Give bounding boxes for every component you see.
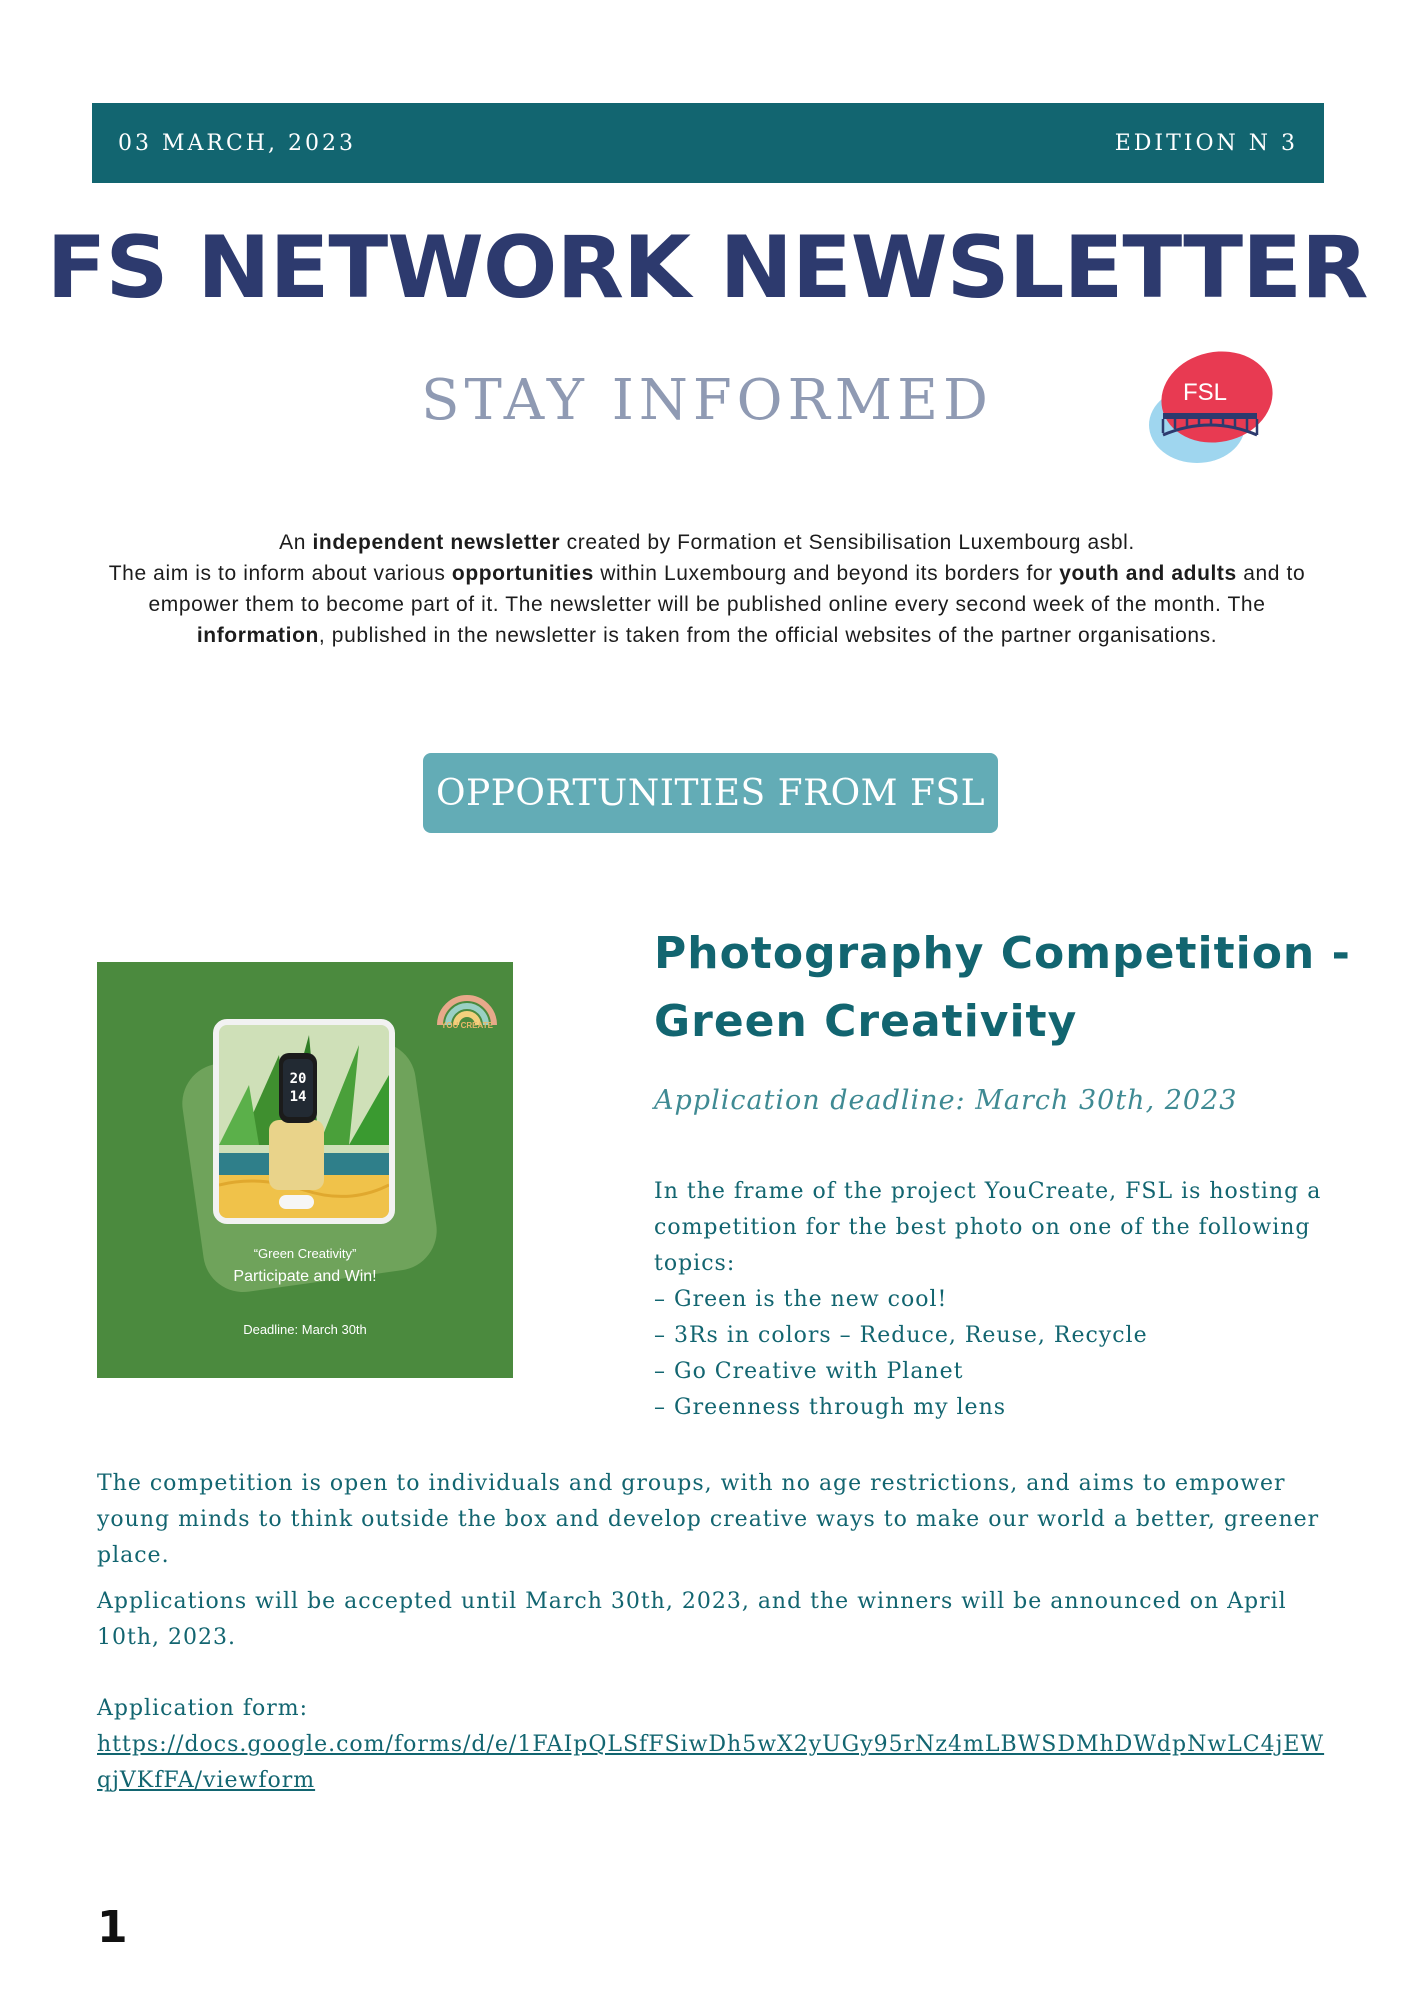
- promo-caption-main: Participate and Win!: [233, 1268, 377, 1285]
- competition-promo-image: [97, 962, 513, 1378]
- topic-item: – 3Rs in colors – Reduce, Reuse, Recycle: [654, 1323, 1148, 1348]
- header-bar: [92, 103, 1324, 183]
- intro-paragraph: The aim is to inform about various opportunities within Luxembourg and beyond its borders for youth and adults and to empower them to become part of it. The newsletter will be published online every second week of the month. The information, published in the newsletter is taken from the official websites of the partner organisations.: [108, 562, 1306, 647]
- application-form-link[interactable]: https://docs.google.com/forms/d/e/1FAIpQLSfFSiwDh5wX2yUGy95rNz4mLBWSDMhDWdpNwLC4jEWqjVKfFA/viewform: [97, 1732, 1325, 1793]
- newsletter-subtitle: STAY INFORMED: [421, 368, 993, 433]
- opportunities-section-label: OPPORTUNITIES FROM FSL: [423, 753, 998, 833]
- timeline-paragraph: Applications will be accepted until March 30th, 2023, and the winners will be announced on April 10th, 2023.: [97, 1589, 1287, 1650]
- topic-item: – Greenness through my lens: [654, 1395, 1007, 1420]
- application-form-block: [97, 1691, 1337, 1799]
- logo-text: FSL: [1182, 379, 1228, 406]
- newsletter-title: FS NETWORK NEWSLETTER: [46, 218, 1368, 318]
- competition-title: [654, 920, 1354, 1056]
- promo-caption-quote: “Green Creativity”: [253, 1246, 357, 1261]
- competition-title-line-2: Green Creativity: [654, 996, 1078, 1047]
- promo-caption-deadline: Deadline: March 30th: [243, 1322, 367, 1337]
- competition-description: [654, 1174, 1334, 1426]
- smartwatch-photo: [219, 1025, 389, 1218]
- watch-minutes: 14: [289, 1089, 307, 1105]
- eligibility-paragraph: The competition is open to individuals and groups, with no age restrictions, and aims to empower young minds to think outside the box and develop creative ways to make our world a better, greener place.: [97, 1471, 1320, 1568]
- newsletter-intro: [100, 527, 1314, 651]
- promo-brand: YOU CREATE: [441, 1021, 493, 1030]
- fsl-logo: [1145, 345, 1275, 470]
- competition-details: [97, 1466, 1327, 1666]
- application-deadline: Application deadline: March 30th, 2023: [654, 1085, 1238, 1116]
- intro-line-1: An independent newsletter created by Formation et Sensibilisation Luxembourg asbl.: [279, 531, 1135, 554]
- page-number: 1: [97, 1902, 128, 1953]
- watch-hours: 20: [289, 1071, 307, 1087]
- topic-item: – Go Creative with Planet: [654, 1359, 964, 1384]
- promo-photo: [213, 1019, 395, 1224]
- application-form-label: Application form:: [97, 1696, 309, 1721]
- topic-item: – Green is the new cool!: [654, 1287, 948, 1312]
- edition-label: EDITION N 3: [1114, 130, 1298, 156]
- competition-title-line-1: Photography Competition -: [654, 928, 1351, 979]
- competition-intro: In the frame of the project YouCreate, FSL is hosting a competition for the best photo on one of the following topics:: [654, 1179, 1322, 1276]
- issue-date: 03 MARCH, 2023: [118, 130, 356, 156]
